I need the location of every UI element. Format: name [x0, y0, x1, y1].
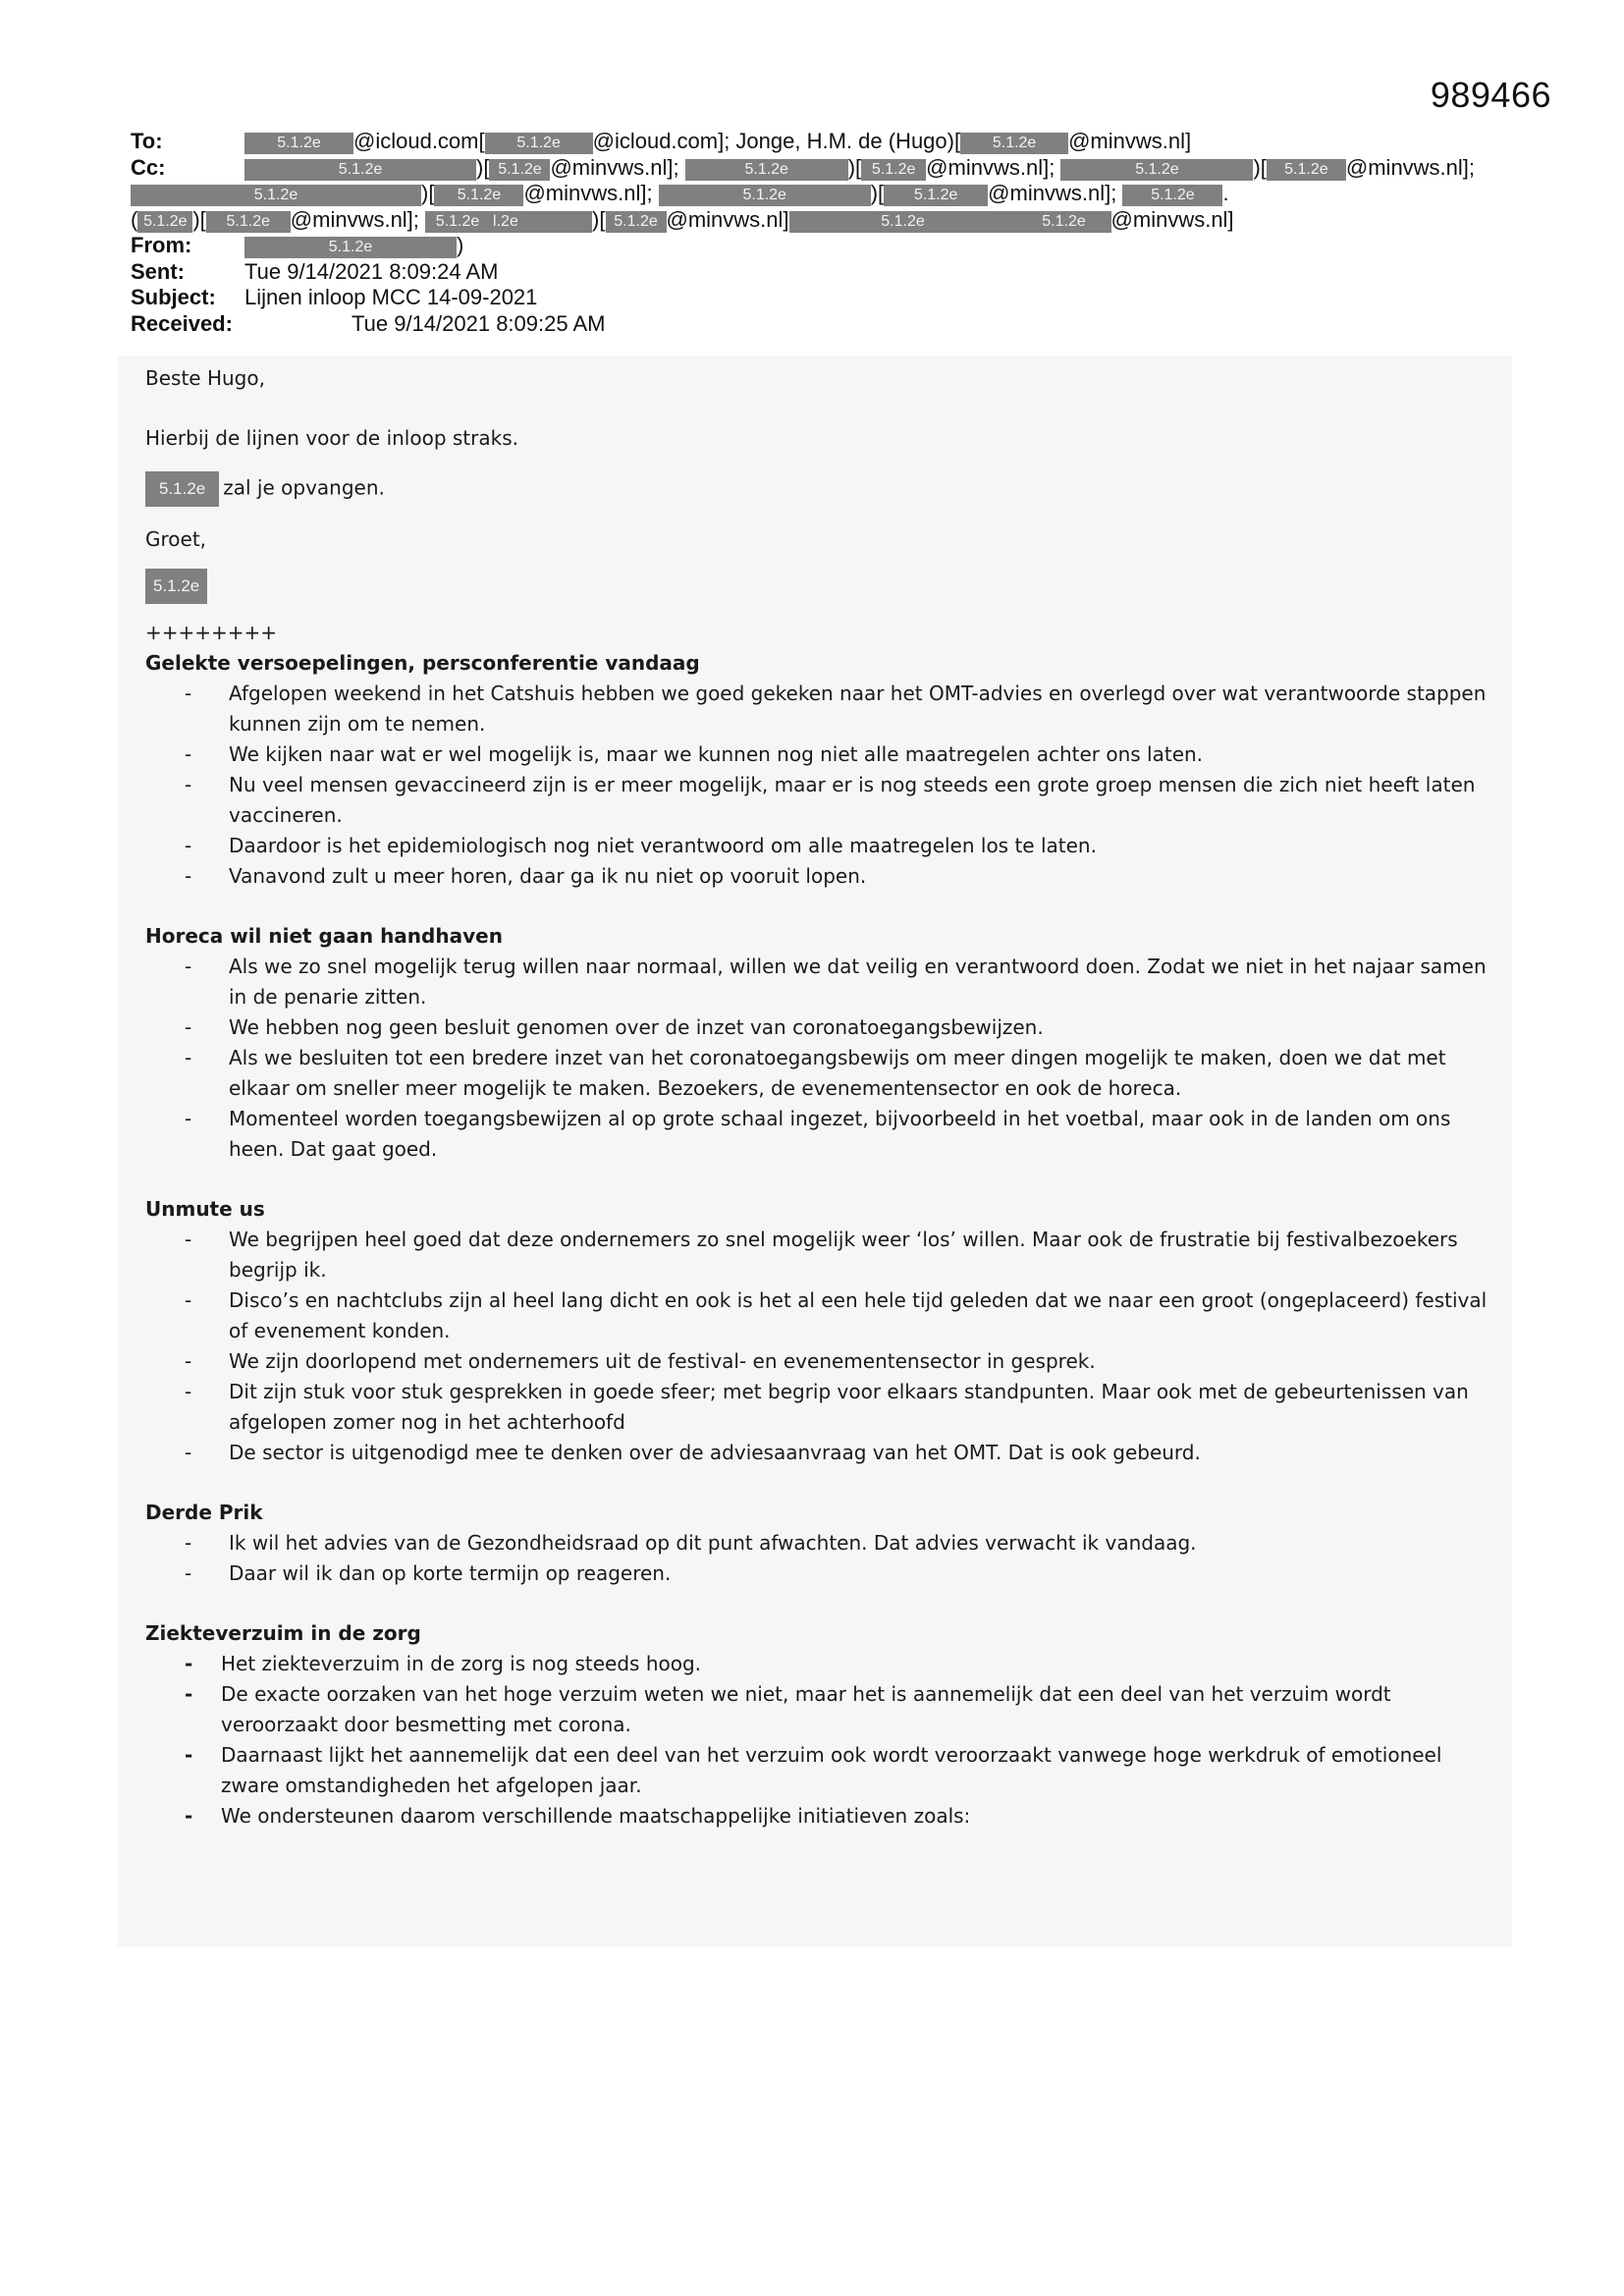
cc-text: @minvws.nl]: [1110, 206, 1234, 232]
redaction: 5.1.2e: [960, 133, 1068, 154]
cc-text: @minvws.nl];: [523, 181, 653, 205]
greeting: Beste Hugo,: [145, 366, 265, 390]
to-label: To:: [131, 129, 163, 153]
list-item: - De exacte oorzaken van het hoge verzuim weten we niet, maar het is aannemelijk dat een deel van het verzuim wordt veroorzaakt door besmetting met corona.: [185, 1682, 1391, 1736]
separator: ++++++++: [145, 621, 278, 644]
subject-value: Lijnen inloop MCC 14-09-2021: [244, 285, 538, 309]
cc-text: .: [1222, 181, 1229, 205]
section-title: Unmute us: [145, 1197, 265, 1221]
pickup-line: [145, 471, 1500, 507]
section-title: Horeca wil niet gaan handhaven: [145, 924, 503, 948]
list-item: - Daar wil ik dan op korte termijn op reageren.: [185, 1561, 672, 1585]
redaction-partial: l.2e: [490, 211, 592, 233]
redaction: 5.1.2e: [137, 211, 192, 233]
to-text: @minvws.nl]: [1068, 129, 1192, 153]
list-item: - Als we zo snel mogelijk terug willen naar normaal, willen we dat veilig en verantwoord doen. Zodat we niet in het najaar samen in de penarie zitten.: [185, 955, 1487, 1009]
cc-text: @minvws.nl];: [988, 181, 1117, 205]
redaction: 5.1.2e: [659, 185, 871, 206]
list-item: - Het ziekteverzuim in de zorg is nog steeds hoog.: [185, 1652, 702, 1675]
redaction: 5.1.2e: [861, 159, 926, 181]
list-item: - Afgelopen weekend in het Catshuis hebben we goed gekeken naar het OMT-advies en overlegd over wat verantwoorde stappen kunnen zijn om te nemen.: [185, 682, 1487, 736]
subject-row: [131, 285, 1525, 311]
section-third-shot: [145, 1498, 1500, 1589]
cc-row: [131, 155, 1525, 182]
section-horeca: [145, 921, 1500, 1165]
redaction: 5.1.2e: [685, 159, 848, 181]
from-text: ): [457, 233, 464, 257]
section-title: Gelekte versoepelingen, persconferentie vandaag: [145, 651, 700, 675]
subject-label: Subject:: [131, 285, 216, 309]
redaction: 5.1.2e: [485, 133, 593, 154]
document-number: 989466: [1430, 75, 1551, 115]
received-row: [131, 311, 1525, 338]
from-row: [131, 233, 1525, 259]
redaction: 5.1.2e: [1017, 211, 1111, 233]
list-item: - Vanavond zult u meer horen, daar ga ik nu niet op vooruit lopen.: [185, 864, 867, 888]
cc-text: @minvws.nl];: [550, 154, 679, 180]
list-item: - We kijken naar wat er wel mogelijk is, maar we kunnen nog niet alle maatregelen achter ons laten.: [185, 742, 1204, 766]
to-text: @icloud.com[: [353, 129, 485, 153]
list-item: - Nu veel mensen gevaccineerd zijn is er meer mogelijk, maar er is nog steeds een grote groep mensen die zich niet heeft laten vaccineren.: [185, 773, 1476, 827]
redaction: 5.1.2e: [489, 159, 550, 181]
redaction: 5.1.2e: [206, 211, 291, 233]
redaction: 5.1.2e: [434, 185, 523, 206]
signature-line: [145, 569, 1500, 604]
list-item: - Als we besluiten tot een bredere inzet van het coronatoegangsbewijs om meer dingen mogelijk te maken, doen we dat met elkaar om sneller meer mogelijk te maken. Bezoekers, de evenementensector en ook de horeca.: [185, 1046, 1446, 1100]
message-body: [145, 363, 1500, 1831]
cc-text: )[: [421, 181, 435, 205]
cc-text: @minvws.nl];: [1345, 154, 1476, 180]
list-item: - Disco’s en nachtclubs zijn al heel lang dicht en ook is het al een hele tijd geleden dat we naar een groot (ongeplaceerd) festival of evenement konden.: [185, 1288, 1488, 1342]
cc-text: )[: [476, 154, 490, 180]
section-title: Derde Prik: [145, 1501, 263, 1524]
redaction: 5.1.2e: [244, 159, 476, 181]
redaction: 5.1.2e: [1060, 159, 1253, 181]
to-text: @icloud.com]; Jonge, H.M. de (Hugo)[: [592, 129, 961, 153]
list-item: - Daarnaast lijkt het aannemelijk dat een deel van het verzuim ook wordt veroorzaakt vanwege hoge werkdruk of emotioneel zware omstandigheden het afgelopen jaar.: [185, 1743, 1442, 1797]
list-item: - Ik wil het advies van de Gezondheidsraad op dit punt afwachten. Dat advies verwacht ik vandaag.: [185, 1531, 1197, 1555]
redaction: 5.1.2e: [145, 569, 207, 604]
cc-row-2: [131, 181, 1525, 207]
list-item: - Momenteel worden toegangsbewijzen al op grote schaal ingezet, bijvoorbeeld in het voetbal, maar ook in de landen om ons heen. Dat gaat goed.: [185, 1107, 1451, 1161]
list-item: - We hebben nog geen besluit genomen over de inzet van coronatoegangsbewijzen.: [185, 1015, 1044, 1039]
email-header: [131, 129, 1525, 337]
list-item: - We begrijpen heel goed dat deze ondernemers zo snel mogelijk weer ‘los’ willen. Maar ook de frustratie bij festivalbezoekers begrijp ik.: [185, 1228, 1458, 1282]
section-sick-leave: [145, 1618, 1500, 1831]
cc-row-3: [131, 207, 1525, 234]
to-row: [131, 129, 1525, 155]
list-item: - Dit zijn stuk voor stuk gesprekken in goede sfeer; met begrip voor elkaars standpunten. Maar ook met de gebeurtenissen van afgelopen zomer nog in het achterhoofd: [185, 1380, 1469, 1434]
cc-text: )[: [592, 206, 606, 232]
cc-text: )[: [192, 206, 206, 232]
pickup-text: zal je opvangen.: [223, 475, 385, 500]
redaction: 5.1.2e: [884, 185, 988, 206]
redaction: 5.1.2e: [425, 211, 490, 233]
received-value: Tue 9/14/2021 8:09:25 AM: [352, 310, 606, 336]
redaction: 5.1.2e: [131, 185, 421, 206]
cc-text: @minvws.nl];: [926, 154, 1056, 180]
received-label: Received:: [131, 310, 233, 336]
redaction: 5.1.2e: [244, 133, 353, 154]
redaction: 5.1.2e: [1267, 159, 1346, 181]
intro: Hierbij de lijnen voor de inloop straks.: [145, 426, 518, 450]
section-title: Ziekteverzuim in de zorg: [145, 1621, 421, 1645]
sent-value: Tue 9/14/2021 8:09:24 AM: [244, 258, 499, 284]
redaction: 5.1.2e: [606, 211, 667, 233]
list-item: - Daardoor is het epidemiologisch nog niet verantwoord om alle maatregelen los te laten.: [185, 834, 1097, 857]
cc-text: (: [131, 206, 138, 232]
cc-text: )[: [847, 154, 862, 180]
redaction: 5.1.2e: [244, 237, 457, 258]
section-relaxations: [145, 648, 1500, 892]
sent-row: [131, 259, 1525, 286]
list-item: - De sector is uitgenodigd mee te denken over de adviesaanvraag van het OMT. Dat is ook gebeurd.: [185, 1441, 1201, 1464]
from-label: From:: [131, 233, 192, 257]
closing: Groet,: [145, 527, 207, 551]
section-unmute-us: [145, 1194, 1500, 1468]
redaction: 5.1.2e: [1122, 185, 1222, 206]
cc-text: @minvws.nl]: [666, 206, 789, 232]
redaction: 5.1.2e: [145, 471, 219, 507]
cc-text: )[: [1253, 154, 1267, 180]
cc-text: )[: [870, 181, 885, 205]
cc-label: Cc:: [131, 154, 166, 180]
redaction: 5.1.2e: [789, 211, 1017, 233]
list-item: - We zijn doorlopend met ondernemers uit de festival- en evenementensector in gesprek.: [185, 1349, 1096, 1373]
list-item: - We ondersteunen daarom verschillende maatschappelijke initiatieven zoals:: [185, 1804, 971, 1828]
sent-label: Sent:: [131, 258, 185, 284]
cc-text: @minvws.nl];: [290, 206, 419, 232]
